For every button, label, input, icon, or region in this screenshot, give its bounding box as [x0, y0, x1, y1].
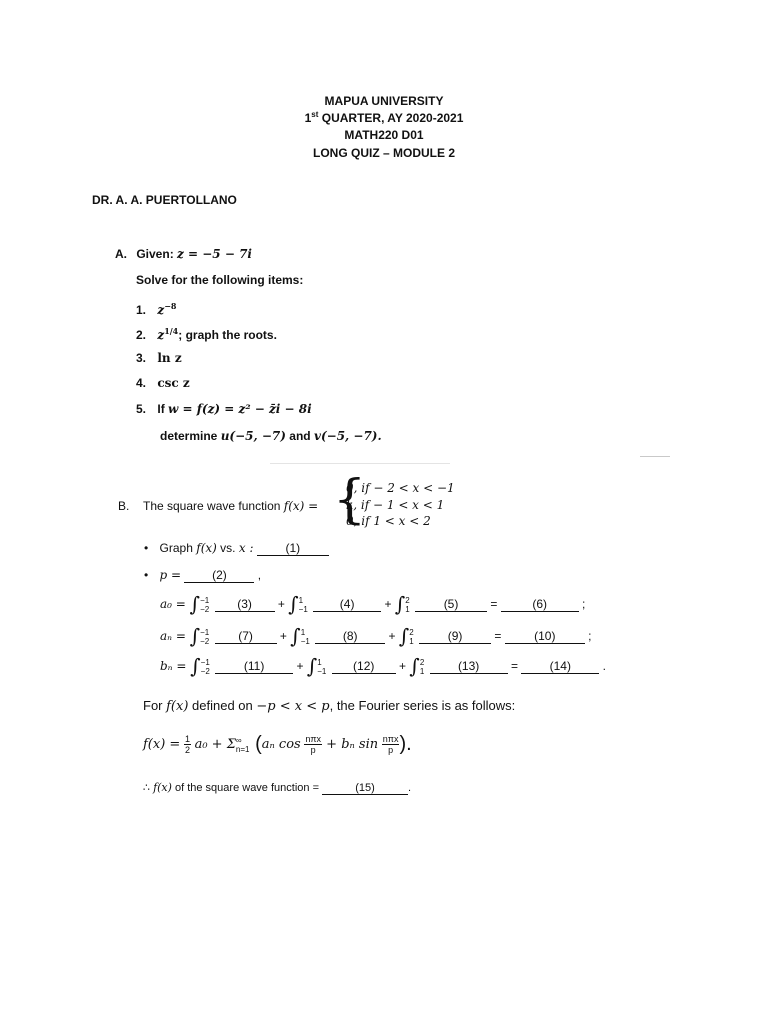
- bn-row: bₙ = ∫−1 −2 (11) + ∫1 −1 (12) + ∫2 1 (13) = (14) .: [160, 654, 606, 679]
- item-exponent: 1/4: [164, 326, 179, 336]
- an-label: aₙ =: [160, 629, 190, 644]
- and-word: and: [289, 429, 311, 443]
- quarter-suffix: st: [311, 110, 319, 119]
- answer-blank-8[interactable]: (8): [315, 629, 385, 644]
- case-2: k, if − 1 < x < 1: [346, 498, 445, 512]
- quarter-text: QUARTER, AY 2020-2021: [318, 111, 464, 125]
- item-number: 5.: [136, 402, 147, 416]
- item-expression: csc z: [157, 376, 190, 390]
- part-b-intro: [143, 499, 318, 513]
- item-number: 3.: [136, 351, 147, 365]
- integral-icon: ∫: [290, 624, 301, 649]
- integral-icon: ∫: [409, 654, 420, 679]
- integral-icon: ∫: [190, 654, 201, 679]
- p-equals: p =: [159, 568, 182, 582]
- an-row: aₙ = ∫−1 −2 (7) + ∫1 −1 (8) + ∫2 1 (9) = (10) ;: [160, 624, 592, 649]
- scan-artifact: [270, 463, 450, 464]
- answer-blank-3[interactable]: (3): [215, 597, 275, 612]
- therefore-icon: ∴: [143, 782, 150, 794]
- series-a0: a₀ + Σ: [194, 737, 236, 752]
- item-4: [136, 376, 190, 390]
- item-expression: w = f(z) = z² − z̄i − 8i: [168, 402, 312, 416]
- item-exponent: −8: [164, 301, 177, 311]
- item-expression: z: [157, 328, 165, 342]
- piecewise-brace: {: [333, 470, 367, 530]
- given-label: Given:: [136, 247, 174, 261]
- course-code: MATH220 D01: [344, 128, 424, 142]
- fourier-intro-domain: −p < x < p: [256, 699, 330, 714]
- determine-line: [160, 429, 382, 443]
- bullet-icon: •: [144, 541, 149, 555]
- integral-icon: ∫: [394, 592, 406, 617]
- answer-blank-6[interactable]: (6): [501, 597, 579, 612]
- cos-argument: $\frac{\text{nπx}}{p}$: [305, 734, 322, 756]
- conclusion-text: of the square wave function =: [171, 782, 323, 794]
- fourier-intro: [143, 698, 515, 714]
- scan-artifact: [640, 456, 670, 457]
- quarter-line: [0, 110, 768, 125]
- integral-limits: 2 1: [405, 596, 410, 614]
- integral-limits: −1 −2: [200, 628, 210, 646]
- bn-label: bₙ =: [160, 659, 191, 674]
- answer-blank-1[interactable]: (1): [257, 541, 329, 556]
- bullet-graph: [144, 541, 329, 556]
- u-expression: u(−5, −7): [220, 429, 286, 443]
- graph-fx: f(x): [196, 541, 217, 555]
- part-b-intro-text: The square wave function: [143, 499, 281, 513]
- series-an-cos: aₙ cos: [261, 737, 301, 752]
- part-a-instruction: Solve for the following items:: [136, 273, 304, 287]
- item-1: [136, 301, 176, 317]
- series-lhs: f(x) =: [143, 737, 181, 752]
- answer-blank-5[interactable]: (5): [415, 597, 487, 612]
- case-3: 0, if 1 < x < 2: [346, 514, 431, 528]
- integral-limits: 1 −1: [298, 596, 308, 614]
- university-title: MAPUA UNIVERSITY: [324, 94, 444, 108]
- item-tail: ; graph the roots.: [178, 328, 277, 342]
- fourier-intro-pre: For: [143, 698, 163, 713]
- answer-blank-9[interactable]: (9): [419, 629, 491, 644]
- fourier-intro-mid: defined on: [192, 698, 253, 713]
- integral-limits: 2 1: [409, 628, 414, 646]
- case-1: 0, if − 2 < x < −1: [346, 481, 455, 495]
- bullet-p: • p = (2) ,: [144, 568, 262, 582]
- item-number: 1.: [136, 303, 147, 317]
- answer-blank-12[interactable]: (12): [332, 659, 396, 674]
- answer-blank-13[interactable]: (13): [430, 659, 508, 674]
- answer-blank-14[interactable]: (14): [521, 659, 599, 674]
- quiz-title: LONG QUIZ – MODULE 2: [312, 146, 455, 160]
- determine-label: determine: [160, 429, 218, 443]
- part-a-given: [115, 247, 252, 261]
- fourier-series-formula: [143, 733, 412, 756]
- fourier-intro-fx: f(x): [166, 699, 189, 714]
- item-expression: z: [157, 303, 165, 317]
- sin-argument: $\frac{\text{nπx}}{p}$: [382, 734, 399, 756]
- conclusion-line: [143, 781, 411, 795]
- integral-limits: −1 −2: [200, 658, 210, 676]
- integral-limits: 1 −1: [317, 658, 327, 676]
- v-expression: v(−5, −7).: [313, 429, 382, 443]
- graph-vs: vs.: [220, 541, 236, 555]
- integral-icon: ∫: [306, 654, 318, 679]
- item-number: 2.: [136, 328, 147, 342]
- given-expression: z = −5 − 7i: [177, 247, 252, 261]
- answer-blank-11[interactable]: (11): [215, 659, 293, 674]
- answer-blank-2[interactable]: (2): [184, 568, 254, 583]
- integral-icon: ∫: [288, 592, 299, 617]
- integral-limits: 2 1: [419, 658, 425, 676]
- integral-icon: ∫: [398, 624, 410, 649]
- part-b-fx: f(x) =: [283, 499, 319, 513]
- answer-blank-4[interactable]: (4): [313, 597, 381, 612]
- paren-close: ).: [399, 733, 412, 755]
- conclusion-fx: f(x): [153, 781, 172, 794]
- item-2: [136, 326, 277, 342]
- integral-icon: ∫: [189, 624, 201, 649]
- part-a-letter: A.: [115, 247, 127, 261]
- answer-blank-15[interactable]: (15): [322, 782, 408, 795]
- item-prefix: If: [157, 402, 169, 416]
- item-number: 4.: [136, 376, 147, 390]
- bullet-icon: •: [144, 568, 149, 582]
- sum-limits: ∞ n=1: [235, 735, 250, 754]
- conclusion-end: .: [408, 782, 412, 794]
- integral-icon: ∫: [189, 592, 201, 617]
- integral-limits: −1 −2: [200, 596, 210, 614]
- a0-label: a₀ =: [160, 597, 190, 612]
- quarter-number: 1: [304, 111, 312, 125]
- fourier-intro-post: , the Fourier series is as follows:: [329, 698, 516, 713]
- graph-label: Graph: [159, 541, 193, 555]
- part-b-letter: B.: [118, 499, 130, 513]
- integral-limits: 1 −1: [300, 628, 310, 646]
- a0-row: a₀ = ∫−1 −2 (3) + ∫1 −1 (4) + ∫2 1 (5) = (6) ;: [160, 592, 586, 617]
- series-bn-sin: + bₙ sin: [322, 737, 379, 752]
- graph-x: x :: [238, 541, 254, 555]
- half-fraction: $\frac{1}{2}$: [184, 734, 190, 756]
- paren-open: (: [255, 733, 262, 755]
- item-expression: ln z: [157, 351, 182, 365]
- item-3: [136, 351, 182, 365]
- answer-blank-10[interactable]: (10): [505, 629, 585, 644]
- instructor-name: DR. A. A. PUERTOLLANO: [92, 193, 237, 207]
- answer-blank-7[interactable]: (7): [215, 629, 277, 644]
- item-5: [136, 402, 312, 416]
